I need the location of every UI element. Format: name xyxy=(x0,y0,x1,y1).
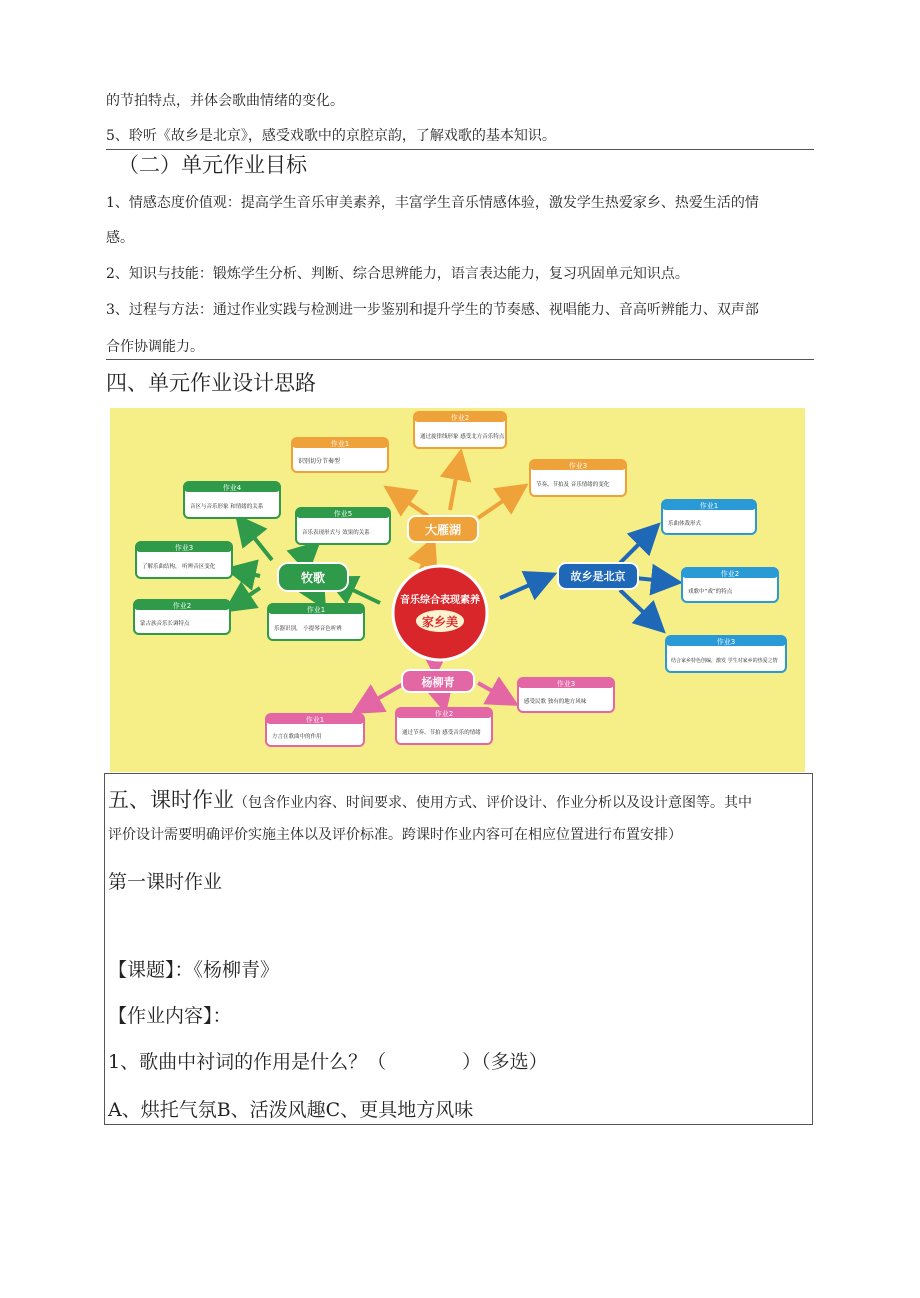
goal-item-2: 2、知识与技能：锻炼学生分析、判断、综合思辨能力，语言表达能力，复习巩固单元知识点。 xyxy=(106,266,689,282)
goal-item-1-cont: 感。 xyxy=(106,230,134,246)
lesson-homework-box xyxy=(104,773,813,1125)
lesson-title: 第一课时作业 xyxy=(108,871,223,893)
text-line: 5、聆听《故乡是北京》，感受戏歌中的京腔京韵，了解戏歌的基本知识。 xyxy=(106,128,556,144)
card-daya-3 xyxy=(530,460,626,496)
center-node xyxy=(393,566,487,660)
svg-text:杨柳青: 杨柳青 xyxy=(421,676,455,689)
card-yang-3 xyxy=(518,678,614,712)
svg-text:作业3: 作业3 xyxy=(716,638,736,646)
lesson-topic: 【课题】：《杨柳青》 xyxy=(108,959,280,981)
center-sub-label: 家乡美 xyxy=(421,615,459,629)
card-yang-1 xyxy=(266,714,364,746)
hub-muge xyxy=(278,563,348,591)
card-beijing-3 xyxy=(666,636,786,672)
card-muge-5 xyxy=(296,508,390,544)
svg-text:大雁湖: 大雁湖 xyxy=(424,523,462,537)
svg-text:音区与音乐形象 和情绪的关系: 音区与音乐形象 和情绪的关系 xyxy=(190,504,264,510)
svg-text:作业3: 作业3 xyxy=(556,680,576,688)
goal-item-3-cont: 合作协调能力。 xyxy=(106,339,204,355)
section-five-header xyxy=(108,784,752,814)
svg-text:了解乐曲结构， 听辨音区变化: 了解乐曲结构， 听辨音区变化 xyxy=(142,564,216,570)
svg-text:通过旋律线形象 感受北方音乐特点: 通过旋律线形象 感受北方音乐特点 xyxy=(420,434,505,440)
card-daya-1 xyxy=(292,438,388,472)
card-beijing-2 xyxy=(682,568,778,602)
svg-text:作业2: 作业2 xyxy=(720,570,740,578)
svg-text:感受民歌 独有的地方风味: 感受民歌 独有的地方风味 xyxy=(524,699,587,705)
svg-text:作业3: 作业3 xyxy=(568,462,588,470)
svg-text:作业3: 作业3 xyxy=(174,544,194,552)
svg-text:作业1: 作业1 xyxy=(305,716,325,724)
svg-text:作业2: 作业2 xyxy=(450,414,470,422)
divider xyxy=(106,149,814,150)
section-title-four: 四、单元作业设计思路 xyxy=(106,371,316,395)
text-line: 的节拍特点，并体会歌曲情绪的变化。 xyxy=(106,93,344,109)
card-yang-2 xyxy=(396,708,492,744)
card-muge-3 xyxy=(136,542,232,578)
hub-daya xyxy=(408,516,478,542)
svg-text:戏歌中“戏”的特点: 戏歌中“戏”的特点 xyxy=(688,589,733,595)
svg-text:乐曲体裁形式: 乐曲体裁形式 xyxy=(668,521,702,527)
goal-item-1: 1、情感态度价值观：提高学生音乐审美素养，丰富学生音乐情感体验，激发学生热爱家乡、热爱生活的情 xyxy=(106,195,759,211)
goal-item-3: 3、过程与方法：通过作业实践与检测进一步鉴别和提升学生的节奏感、视唱能力、音高听辨能力、双声部 xyxy=(106,302,759,318)
mindmap-image xyxy=(110,408,805,772)
center-label: 音乐综合表现素养 xyxy=(400,595,480,606)
hub-beijing xyxy=(558,563,638,589)
svg-text:蒙古族音乐长调特点: 蒙古族音乐长调特点 xyxy=(140,621,190,627)
svg-text:作业2: 作业2 xyxy=(434,710,454,718)
divider xyxy=(106,359,814,360)
svg-text:作业1: 作业1 xyxy=(306,606,326,614)
hub-yang xyxy=(402,670,474,692)
svg-text:音乐表现形式与 效果的关系: 音乐表现形式与 效果的关系 xyxy=(302,530,370,536)
section-five-note-cont: 评价设计需要明确评价实施主体以及评价标准。跨课时作业内容可在相应位置进行布置安排） xyxy=(108,827,682,843)
svg-text:方言在歌曲中的作用: 方言在歌曲中的作用 xyxy=(272,734,322,740)
mindmap-svg xyxy=(110,408,805,772)
svg-text:作业5: 作业5 xyxy=(333,510,353,518)
question-1-options: A、烘托气氛B、活泼风趣C、更具地方风味 xyxy=(108,1099,474,1121)
svg-text:节奏、节拍及 音乐情绪的变化: 节奏、节拍及 音乐情绪的变化 xyxy=(536,482,610,488)
section-title-five: 五、课时作业 xyxy=(108,788,234,812)
svg-text:乐器识别， 小提琴音色听辨: 乐器识别， 小提琴音色听辨 xyxy=(274,626,342,632)
svg-text:作业2: 作业2 xyxy=(172,602,192,610)
card-muge-2 xyxy=(134,600,230,634)
svg-text:牧歌: 牧歌 xyxy=(300,571,326,585)
svg-text:识别切分节奏型: 识别切分节奏型 xyxy=(298,458,341,465)
svg-text:作业1: 作业1 xyxy=(699,502,719,510)
card-muge-1 xyxy=(268,604,364,640)
card-beijing-1 xyxy=(662,500,756,534)
section-title-goals: （二）单元作业目标 xyxy=(118,153,307,177)
svg-text:通过节奏、节拍 感受音乐的情绪: 通过节奏、节拍 感受音乐的情绪 xyxy=(402,730,481,736)
svg-text:故乡是北京: 故乡是北京 xyxy=(570,570,626,583)
svg-text:结合家乡特色创编，激发 学生对家乡的热爱之情: 结合家乡特色创编，激发 学生对家乡的热爱之情 xyxy=(671,658,778,664)
svg-text:作业1: 作业1 xyxy=(330,440,350,448)
svg-text:作业4: 作业4 xyxy=(222,484,242,492)
content-label: 【作业内容】： xyxy=(108,1005,232,1027)
question-1: 1、歌曲中衬词的作用是什么？（ ）（多选） xyxy=(108,1051,548,1073)
card-muge-4 xyxy=(184,482,280,518)
section-five-note: （包含作业内容、时间要求、使用方式、评价设计、作业分析以及设计意图等。其中 xyxy=(234,795,752,811)
card-daya-2 xyxy=(414,412,506,448)
